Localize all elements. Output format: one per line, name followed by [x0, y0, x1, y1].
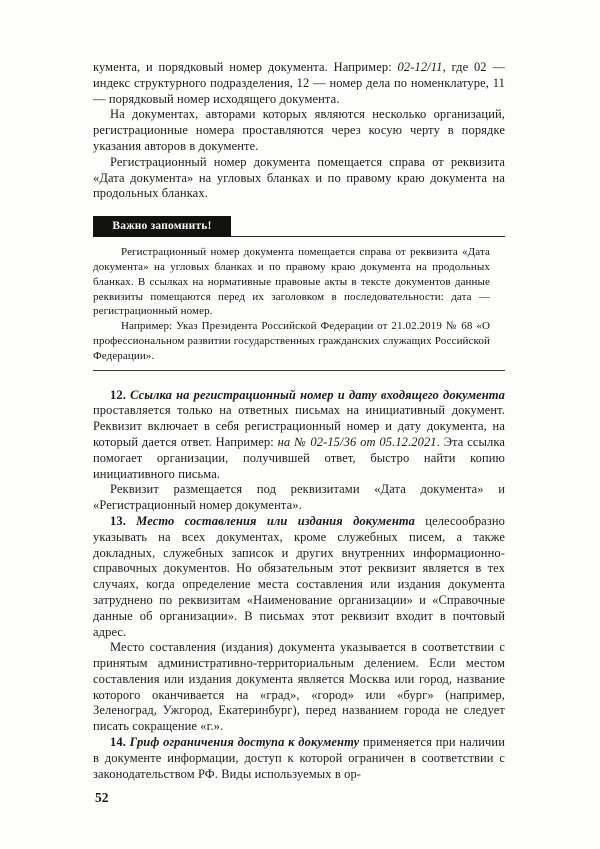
text-run: на № 02-15/36 от 05.12.2021 [277, 434, 437, 449]
text-run: Гриф ограничения доступа к документу [129, 735, 363, 750]
text-run: Например: Указ Президента Российской Федерации от 21.02.2019 № 68 «О профессиональном развитии государственных гражданских служащих Российской Федерации». [93, 320, 490, 362]
text-run: На документах, авторами которых являются несколько организаций, регистрационные номера проставляются через косую черту в порядке указания авторов в документе. [93, 107, 505, 153]
note-paragraph [93, 319, 490, 363]
text-run: Место составления (издания) документа указывается в соответствии с принятым административно-территориальным делением. Если местом составления или издания документа является Москва или город, название которого оканчивается на «град», «город» или «бург» (например, Зеленоград, Ужгород, Екатеринбург), перед названием города не следует писать сокращение «г.». [93, 640, 505, 734]
text-run: Регистрационный номер документа помещается справа от реквизита «Дата документа» на угловых бланках и по правому краю документа на продольных бланках. [93, 154, 505, 201]
text-run: проставляется только на ответных письмах на инициативный документ. Реквизит включает в себя регистрационный номер и дату документа, на который дается ответ. Например: [93, 403, 505, 449]
text-run: применяется при наличии в документе информации, доступ к которой ограничен в соответствии с законодательством РФ. Виды используемых в ор- [93, 735, 506, 781]
text-run: Реквизит размещается под реквизитами «Дата документа» и «Регистрационный номер документа». [93, 482, 505, 513]
text-run: целесообразно указывать на всех документах, кроме служебных писем, а также докладных, служебных записок и других внутренних информационно-справочных документов. Но обязательным этот реквизит является в тех случаях, когда определение места составления или издания документа затруднено по реквизитам «Наименование организации» и «Справочные данные об организации». В письмах этот реквизит входит в почтовый адрес. [93, 513, 505, 639]
text-run: кумента, и порядковый номер документа. Например: [93, 60, 398, 74]
text-column [93, 60, 505, 782]
paragraph [93, 155, 505, 202]
text-run: Место составления или издания документа [136, 513, 426, 528]
text-run: Ссылка на регистрационный номер и дату входящего документа [130, 387, 505, 402]
text-run: , где 02 — индекс структурного подразделения, 12 — номер дела по номенклатуре, 11 — порядковый номер исходящего документа. [93, 60, 506, 106]
note-bottom-rule-line [93, 370, 505, 371]
paragraph [93, 482, 505, 514]
important-note-box [93, 216, 505, 370]
text-run: 14. [110, 735, 130, 750]
note-header [93, 216, 505, 237]
note-paragraph [93, 245, 490, 319]
paragraph [93, 735, 505, 782]
text-run: 12. [110, 387, 131, 402]
text-run: 02-12/11 [397, 60, 443, 74]
page-number: 52 [95, 790, 109, 805]
paragraph [93, 60, 505, 107]
note-header-rule-line [231, 236, 505, 237]
paragraph [93, 107, 505, 154]
paragraph [93, 388, 505, 483]
text-run: 13. [110, 513, 137, 528]
text-run: Регистрационный номер документа помещается справа от реквизита «Дата документа» на угловых бланках и по правому краю документа на продольных бланках. В ссылках на нормативные правовые акты в тексте документов данные реквизиты помещаются перед их заголовком в последовательности: дата — регистрационный номер. [93, 246, 490, 318]
note-body [93, 245, 505, 363]
paragraph [93, 640, 505, 735]
paragraph [93, 514, 505, 640]
important-note-label: Важно запомнить! [93, 216, 231, 237]
text-run: . Эта ссылка помогает организации, получившей ответ, быстро найти копию инициативного письма. [93, 434, 505, 481]
